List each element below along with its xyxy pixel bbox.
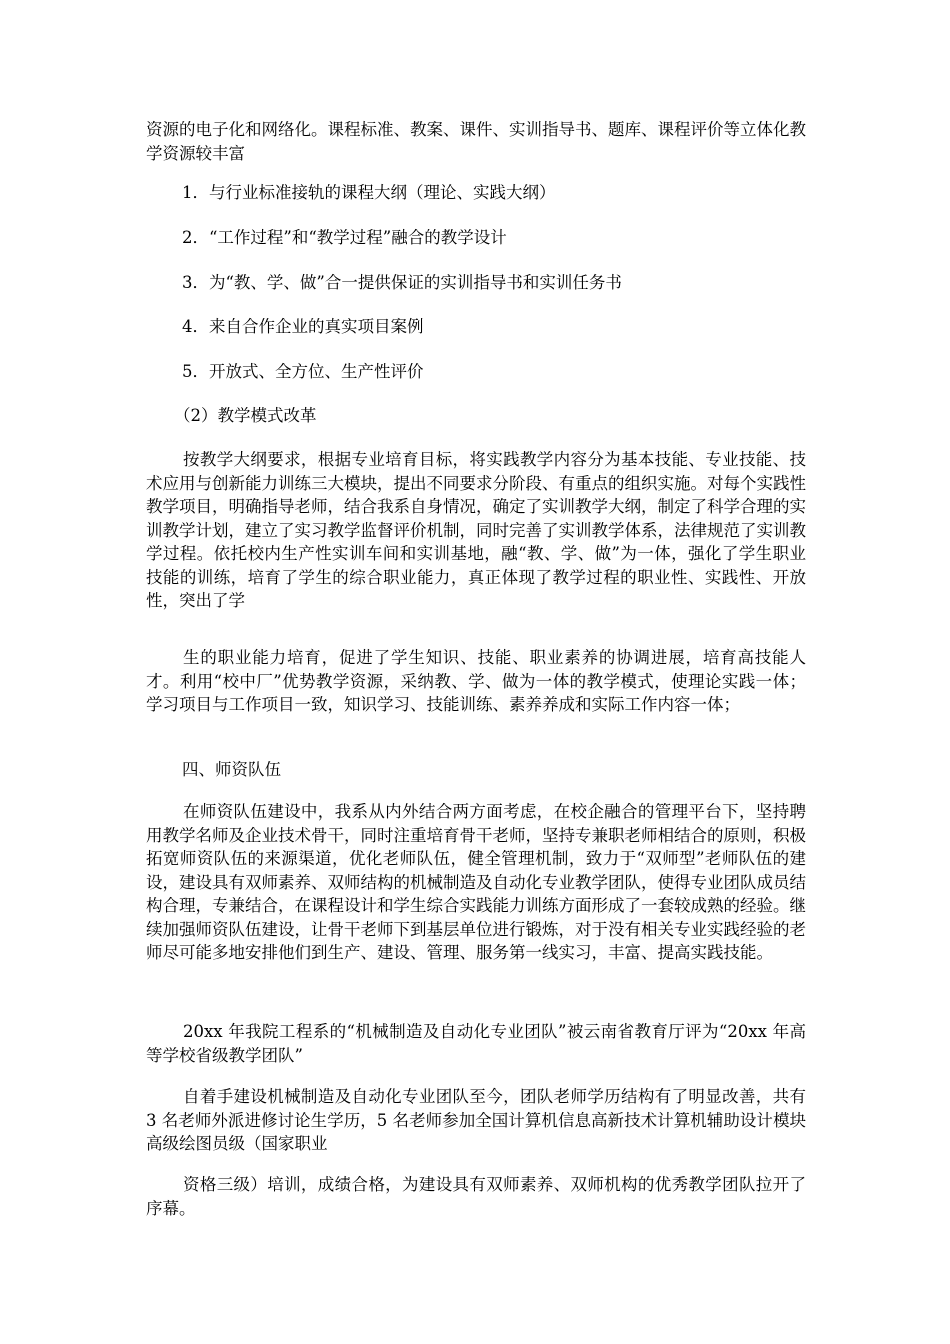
paragraph-faculty-2: 20xx 年我院工程系的“机械制造及自动化专业团队”被云南省教育厅评为“20xx 年高等学校省级教学团队” — [146, 1022, 806, 1065]
list-item-3: 3．为“教、学、做”合一提供保证的实训指导书和实训任务书 — [182, 273, 622, 292]
intro-paragraph: 资源的电子化和网络化。课程标准、教案、课件、实训指导书、题库、课程评价等立体化教学资源较丰富 — [146, 120, 806, 163]
paragraph-teaching-mode-2: 生的职业能力培育，促进了学生知识、技能、职业素养的协调进展，培育高技能人才。利用“校中厂”优势教学资源，采纳教、学、做为一体的教学模式，使理论实践一体；学习项目与工作项目一致，知识学习、技能训练、素养养成和实际工作内容一体； — [146, 648, 806, 714]
paragraph-faculty-4: 资格三级）培训，成绩合格，为建设具有双师素养、双师机构的优秀教学团队拉开了序幕。 — [146, 1175, 806, 1218]
paragraph-faculty-3: 自着手建设机械制造及自动化专业团队至今，团队老师学历结构有了明显改善，共有 3 名老师外派进修讨论生学历，5 名老师参加全国计算机信息高新技术计算机辅助设计模块高级绘图员级（国家职业 — [146, 1087, 806, 1153]
paragraph-faculty-1: 在师资队伍建设中，我系从内外结合两方面考虑，在校企融合的管理平台下，坚持聘用教学名师及企业技术骨干，同时注重培育骨干老师，坚持专兼职老师相结合的原则，积极拓宽师资队伍的来源渠道，优化老师队伍，健全管理机制，致力于“双师型”老师队伍的建设，建设具有双师素养、双师结构的机械制造及自动化专业教学团队，使得专业团队成员结构合理，专兼结合，在课程设计和学生综合实践能力训练方面形成了一套较成熟的经验。继续加强师资队伍建设，让骨干老师下到基层单位进行锻炼，对于没有相关专业实践经验的老师尽可能多地安排他们到生产、建设、管理、服务第一线实习，丰富、提高实践技能。 — [146, 802, 806, 962]
list-item-4: 4．来自合作企业的真实项目案例 — [182, 317, 424, 336]
list-item-2: 2．“工作过程”和“教学过程”融合的教学设计 — [182, 228, 507, 247]
subheading-teaching-mode: （2）教学模式改革 — [174, 406, 317, 425]
list-item-1: 1．与行业标准接轨的课程大纲（理论、实践大纲） — [182, 183, 556, 202]
paragraph-teaching-mode-1: 按教学大纲要求，根据专业培育目标，将实践教学内容分为基本技能、专业技能、技术应用与创新能力训练三大模块，提出不同要求分阶段、有重点的组织实施。对每个实践性教学项目，明确指导老师，结合我系自身情况，确定了实训教学大纲，制定了科学合理的实训教学计划，建立了实习教学监督评价机制，同时完善了实训教学体系，法律规范了实训教学过程。依托校内生产性实训车间和实训基地，融“教、学、做”为一体，强化了学生职业技能的训练，培育了学生的综合职业能力，真正体现了教学过程的职业性、实践性、开放性，突出了学 — [146, 450, 806, 610]
section-heading-faculty: 四、师资队伍 — [182, 760, 281, 779]
list-item-5: 5．开放式、全方位、生产性评价 — [182, 362, 424, 381]
